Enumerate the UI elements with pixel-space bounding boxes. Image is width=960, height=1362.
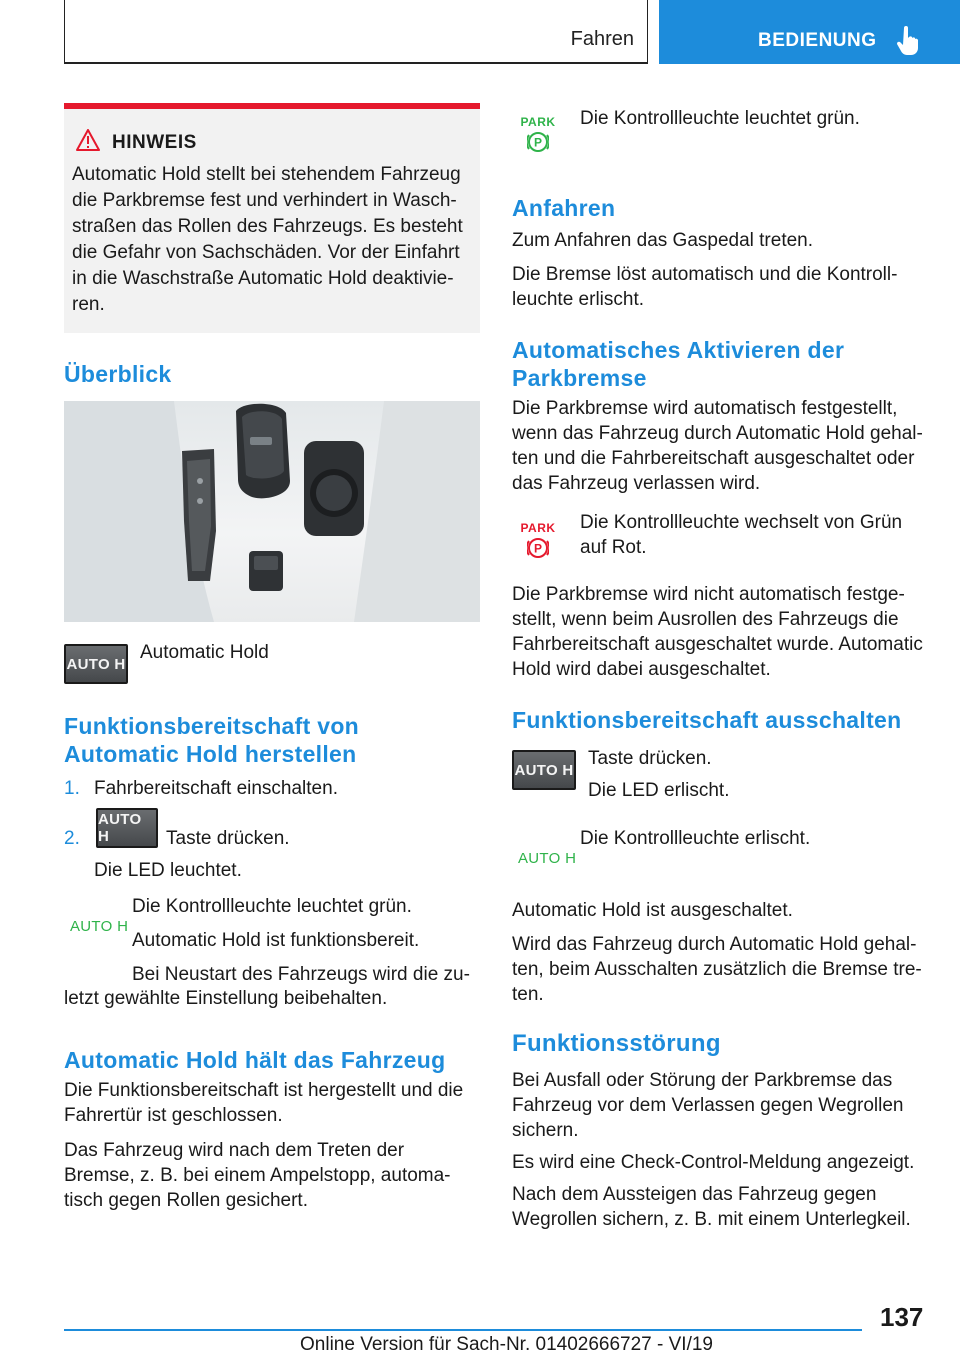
heading-funktionsstoerung: Funktionsstörung	[512, 1030, 721, 1057]
restart-text-1: Bei Neustart des Fahrzeugs wird die zu-	[132, 964, 470, 985]
aus-paragraph: Wird das Fahrzeug durch Automatic Hold gehal- ten, beim Ausschalten zusätzlich die Bremse tre- ten.	[512, 934, 922, 1005]
heading-ausschalten: Funktionsbereitschaft ausschalten	[512, 707, 902, 733]
footer-divider	[64, 1329, 862, 1331]
step-1-text: Fahrbereitschaft einschalten.	[94, 778, 338, 799]
aus-lamp-text: Die Kontrollleuchte erlischt.	[580, 828, 811, 849]
nicht-automatisch-paragraph: Die Parkbremse wird nicht automatisch festge- stellt, wenn beim Ausrollen des Fahrzeugs die Fahrbereitschaft ausgeschaltet wurde. Automatic Hold wird dabei ausgeschaltet.	[512, 584, 923, 680]
paragraph-bereitschaft: Die Funktionsbereitschaft ist hergestellt und die Fahrertür ist geschlossen.	[64, 1080, 464, 1126]
stoerung-p1: Bei Ausfall oder Störung der Parkbremse das Fahrzeug vor dem Verlassen gegen Wegrollen sichern.	[512, 1070, 904, 1141]
auto-h-indicator-icon: AUTO H	[70, 918, 129, 935]
aus-led-text: Die LED erlischt.	[588, 780, 730, 801]
svg-text:P: P	[533, 541, 543, 556]
auto-h-indicator-icon: AUTO H	[518, 850, 577, 867]
center-console-photo	[64, 401, 480, 622]
hand-pointer-icon	[896, 26, 922, 56]
auto-h-button-icon: AUTO H	[64, 644, 128, 684]
heading-automatisches-aktivieren: Automatisches Aktivieren der Parkbremse	[512, 337, 845, 391]
lamp-green-text: Die Kontrollleuchte leuchtet grün.	[132, 896, 412, 917]
anfahren-p2: Die Bremse löst automatisch und die Kontroll- leuchte erlischt.	[512, 264, 898, 310]
stoerung-p3: Nach dem Aussteigen das Fahrzeug gegen Wegrollen sichern, z. B. mit einem Unterlegkeil.	[512, 1184, 911, 1230]
aus-off-text: Automatic Hold ist ausgeschaltet.	[512, 900, 793, 921]
anfahren-p1: Zum Anfahren das Gaspedal treten.	[512, 230, 814, 251]
heading-ueberblick: Überblick	[64, 361, 172, 387]
aus-press-text: Taste drücken.	[588, 748, 712, 769]
auto-h-button-icon: AUTO H	[512, 750, 576, 790]
icon-caption-automatic-hold: Automatic Hold	[140, 642, 269, 663]
step-2-number: 2.	[64, 828, 80, 849]
warning-title: HINWEIS	[112, 132, 197, 153]
heading-funktionsbereitschaft-herstellen: Funktionsbereitschaft von Automatic Hold herstellen	[64, 713, 360, 767]
park-green-indicator-icon: PARK P	[520, 115, 556, 150]
paragraph-treten: Das Fahrzeug wird nach dem Treten der Bremse, z. B. bei einem Ampelstopp, automa- tisch gegen Rollen gesichert.	[64, 1140, 451, 1211]
park-lamp-green-text: Die Kontrollleuchte leuchtet grün.	[580, 108, 860, 129]
ready-text: Automatic Hold ist funktionsbereit.	[132, 930, 420, 951]
led-on-text: Die LED leuchtet.	[94, 860, 242, 881]
red-lamp-text: Die Kontrollleuchte wechselt von Grün auf Rot.	[580, 512, 903, 558]
page-number: 137	[880, 1302, 924, 1332]
restart-text-2: letzt gewählte Einstellung beibehalten.	[64, 988, 388, 1009]
stoerung-p2: Es wird eine Check-Control-Meldung angezeigt.	[512, 1152, 915, 1173]
header-chapter-title: BEDIENUNG	[758, 30, 877, 51]
auto-h-button-icon: AUTO H	[96, 808, 158, 848]
svg-text:P: P	[533, 135, 543, 150]
header-section-box	[64, 0, 648, 64]
header-section-title: Fahren	[570, 28, 634, 50]
park-red-indicator-icon: PARK P	[520, 521, 556, 556]
warning-triangle-icon	[76, 129, 100, 151]
footer-online-version: Online Version für Sach-Nr. 01402666727 - VI/19	[300, 1334, 713, 1355]
step-2-text: Taste drücken.	[166, 828, 290, 849]
step-1-number: 1.	[64, 778, 80, 799]
heading-haelt-fahrzeug: Automatic Hold hält das Fahrzeug	[64, 1047, 446, 1073]
warning-text: Automatic Hold stellt bei stehendem Fahrzeug die Parkbremse fest und verhindert in Wasch- straßen das Rollen des Fahrzeugs. Es besteht die Gefahr von Sachschäden. Vor der Einfahrt in die Waschstraße Automatic Hold deaktivie- ren.	[72, 164, 463, 315]
heading-anfahren: Anfahren	[512, 195, 616, 221]
auto-aktivieren-paragraph: Die Parkbremse wird automatisch festgestellt, wenn das Fahrzeug durch Automatic Hold gehal- ten und die Fahrbereitschaft ausgeschaltet oder das Fahrzeug verlassen wird.	[512, 398, 923, 494]
